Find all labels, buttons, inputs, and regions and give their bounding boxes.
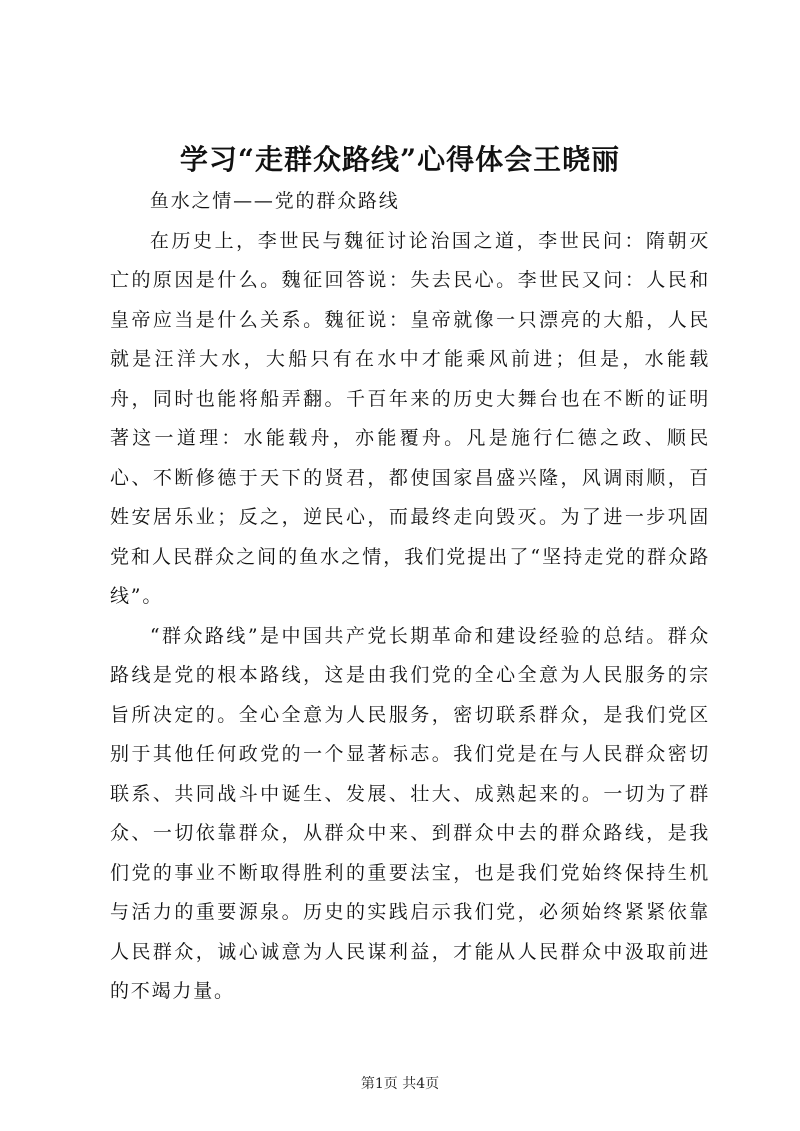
document-body bbox=[110, 182, 710, 1012]
document-title: 学习“走群众路线”心得体会王晓丽 bbox=[179, 143, 621, 176]
page-footer bbox=[0, 1074, 800, 1094]
page-number: 第1页 共4页 bbox=[360, 1076, 440, 1092]
paragraph-2: “群众路线”是中国共产党长期革命和建设经验的总结。群众路线是党的根本路线，这是由我们党的全心全意为人民服务的宗旨所决定的。全心全意为人民服务，密切联系群众，是我们党区别于其他任何政党的一个显著标志。我们党是在与人民群众密切联系、共同战斗中诞生、发展、壮大、成熟起来的。一切为了群众、一切依靠群众，从群众中来、到群众中去的群众路线，是我们党的事业不断取得胜利的重要法宝，也是我们党始终保持生机与活力的重要源泉。历史的实践启示我们党，必须始终紧紧依靠人民群众，诚心诚意为人民谋利益，才能从人民群众中汲取前进的不竭力量。 bbox=[110, 624, 710, 1002]
document-subtitle: 鱼水之情——党的群众路线 bbox=[149, 190, 400, 212]
paragraph-1: 在历史上，李世民与魏征讨论治国之道，李世民问：隋朝灭亡的原因是什么。魏征回答说：失去民心。李世民又问：人民和皇帝应当是什么关系。魏征说：皇帝就像一只漂亮的大船，人民就是汪洋大水，大船只有在水中才能乘风前进；但是，水能载舟，同时也能将船弄翻。千百年来的历史大舞台也在不断的证明著这一道理：水能载舟，亦能覆舟。凡是施行仁德之政、顺民心、不断修德于天下的贤君，都使国家昌盛兴隆，风调雨顺，百姓安居乐业；反之，逆民心，而最终走向毁灭。为了进一步巩固党和人民群众之间的鱼水之情，我们党提出了“坚持走党的群众路线”。 bbox=[110, 229, 710, 607]
